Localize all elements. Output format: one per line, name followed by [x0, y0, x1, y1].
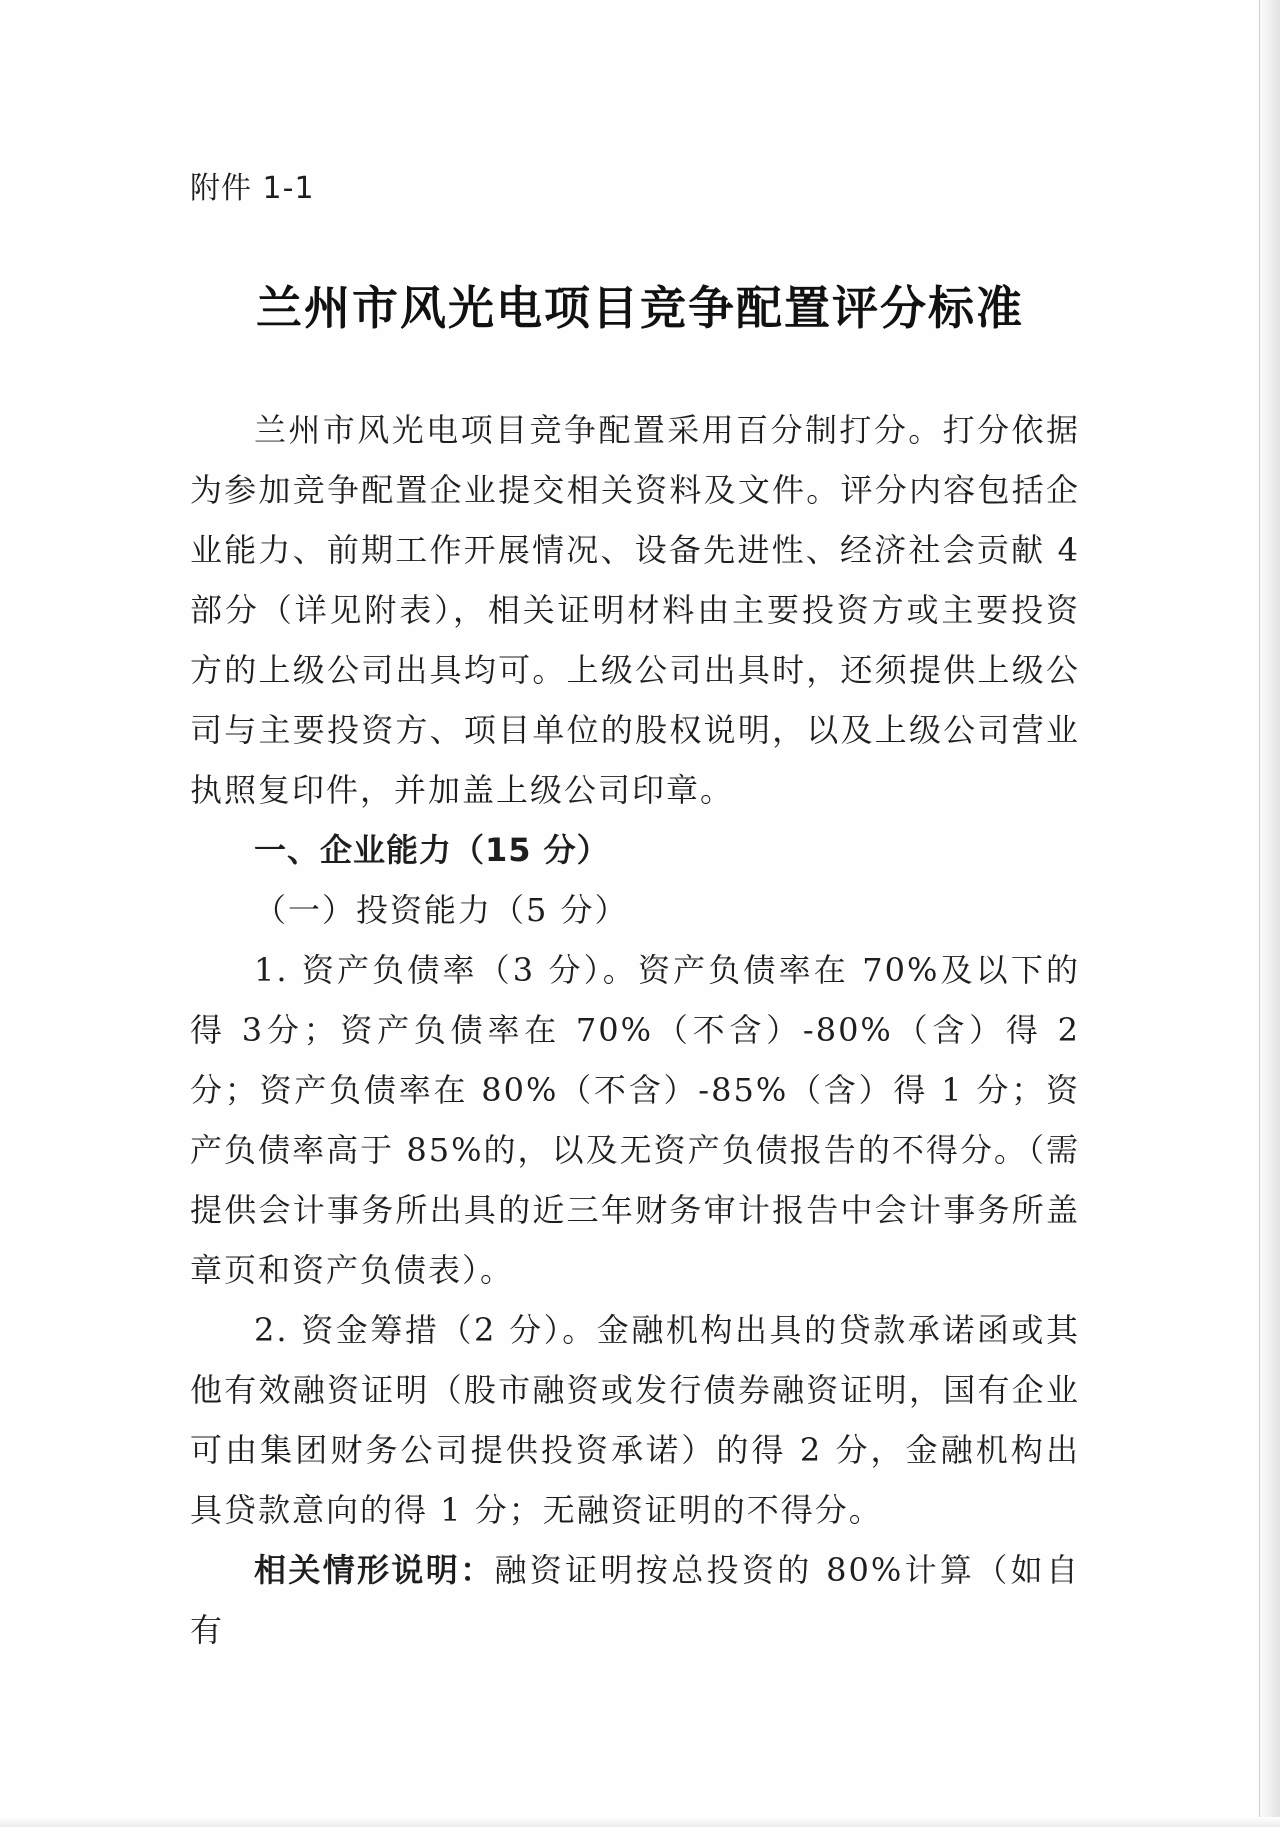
- attachment-label: 附件 1-1: [190, 171, 315, 206]
- item-financing: 2. 资金筹措（2 分）。金融机构出具的贷款承诺函或其他有效融资证明（股市融资或发行债券融资证明，国有企业可由集团财务公司提供投资承诺）的得 2 分，金融机构出具贷款意向的得 1 分；无融资证明的不得分。: [190, 1311, 1080, 1529]
- intro-paragraph: 兰州市风光电项目竞争配置采用百分制打分。打分依据为参加竞争配置企业提交相关资料及文件。评分内容包括企业能力、前期工作开展情况、设备先进性、经济社会贡献 4 部分（详见附表），相关证明材料由主要投资方或主要投资方的上级公司出具均可。上级公司出具时，还须提供上级公司与主要投资方、项目单位的股权说明，以及上级公司营业执照复印件，并加盖上级公司印章。: [190, 411, 1080, 809]
- section-heading: 一、企业能力（15 分）: [254, 831, 610, 869]
- item-debt-ratio: 1. 资产负债率（3 分）。资产负债率在 70%及以下的得 3分；资产负债率在 70%（不含）-80%（含）得 2 分；资产负债率在 80%（不含）-85%（含）得 1 分；资产负债率高于 85%的，以及无资产负债报告的不得分。（需提供会计事务所出具的近三年财务审计报告中会计事务所盖章页和资产负债表）。: [190, 951, 1080, 1289]
- note-paragraph: [190, 1540, 1080, 1660]
- note-text: 融资证明按总投资的 80%计算（如自有: [190, 1551, 1080, 1649]
- note-label: 相关情形说明：: [254, 1551, 495, 1589]
- subsection-heading: （一）投资能力（5 分）: [254, 891, 629, 929]
- document-body: [190, 400, 1080, 1660]
- page-bottom-edge: [0, 1817, 1280, 1827]
- document-title: 兰州市风光电项目竞争配置评分标准: [256, 281, 1024, 335]
